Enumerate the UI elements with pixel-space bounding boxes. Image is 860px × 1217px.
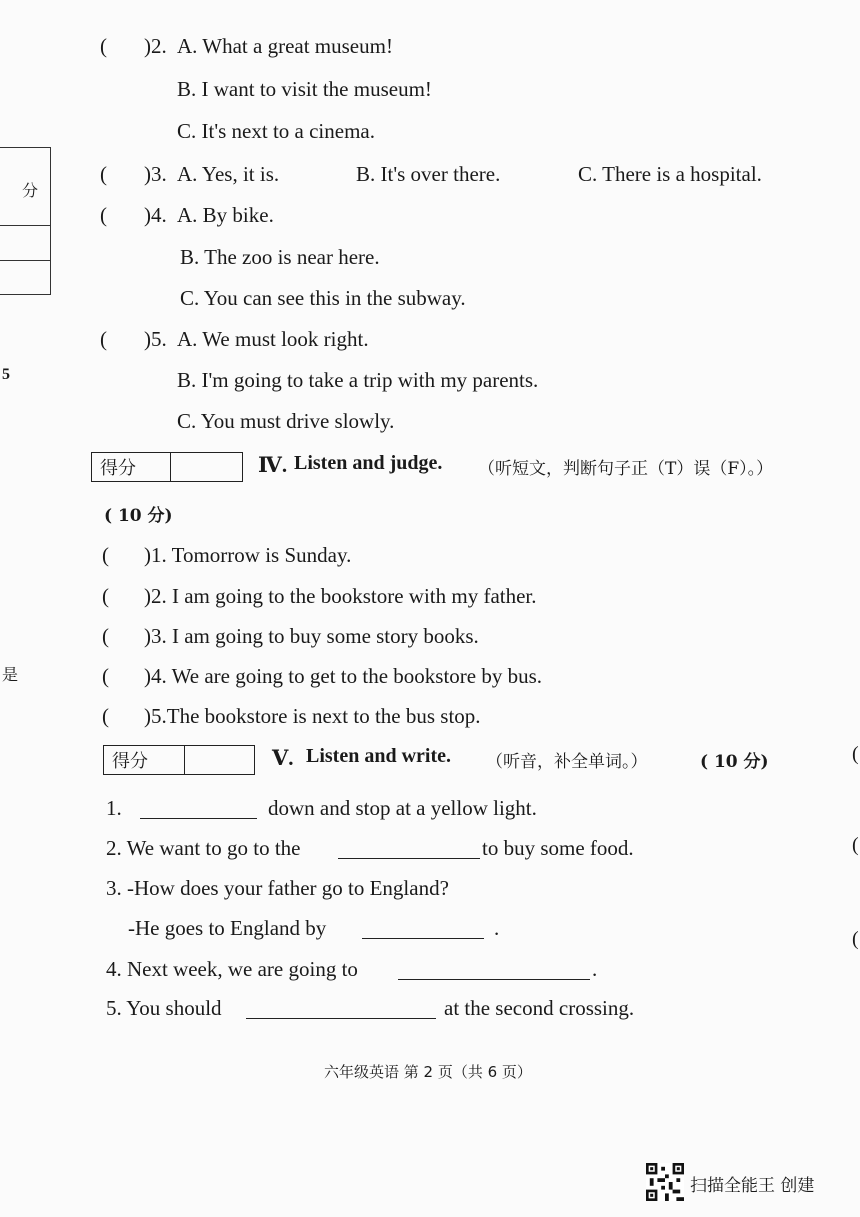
margin-five-label: 5 xyxy=(2,366,10,383)
divider xyxy=(0,260,50,261)
margin-paren: ( xyxy=(852,834,859,856)
option-b: B. The zoo is near here. xyxy=(180,245,380,269)
q1-text: down and stop at a yellow light. xyxy=(268,796,537,820)
answer-blank[interactable] xyxy=(246,1000,436,1019)
option-c: C. You can see this in the subway. xyxy=(180,286,466,310)
q2-text: 2. We want to go to the xyxy=(106,836,301,860)
answer-paren: ( xyxy=(102,543,109,567)
answer-paren: ( xyxy=(102,704,109,728)
option-b: B. I'm going to take a trip with my parents. xyxy=(177,368,539,392)
option-a: A. By bike. xyxy=(177,203,274,227)
score-entry xyxy=(171,453,242,481)
q3-end: . xyxy=(494,916,500,940)
qr-code-icon xyxy=(646,1163,684,1201)
left-margin-score-box xyxy=(0,147,51,295)
score-box xyxy=(91,452,243,482)
answer-paren: ( xyxy=(102,584,109,608)
section4-title: Listen and judge. xyxy=(294,452,443,474)
score-label: 得分 xyxy=(104,746,185,774)
q5-text-after: at the second crossing. xyxy=(444,996,635,1020)
section5-instruction: （听音，补全单词。） xyxy=(486,752,648,772)
divider xyxy=(0,225,50,226)
option-b: B. I want to visit the museum! xyxy=(177,77,432,101)
answer-paren: ( xyxy=(100,162,107,186)
judge-item: )3. I am going to buy some story books. xyxy=(144,624,479,648)
judge-item: )4. We are going to get to the bookstore by bus. xyxy=(144,664,543,688)
section5-title: Listen and write. xyxy=(306,745,451,767)
judge-item: )2. I am going to the bookstore with my father. xyxy=(144,584,537,608)
option-c: C. There is a hospital. xyxy=(578,162,762,186)
page-footer: 六年级英语 第 2 页（共 6 页） xyxy=(324,1063,532,1081)
option-c: C. You must drive slowly. xyxy=(177,409,395,433)
item-number: )4. xyxy=(144,203,167,227)
score-label: 得分 xyxy=(92,453,171,481)
item-number: )5. xyxy=(144,327,167,351)
option-a: A. We must look right. xyxy=(177,327,369,351)
answer-paren: ( xyxy=(100,203,107,227)
answer-paren: ( xyxy=(102,624,109,648)
option-a: A. What a great museum! xyxy=(177,34,393,58)
judge-item: )1. Tomorrow is Sunday. xyxy=(144,543,352,567)
section4-instruction: （听短文，判断句子正（T）误（F）。） xyxy=(478,459,774,479)
answer-paren: ( xyxy=(100,34,107,58)
q4-end: . xyxy=(592,957,598,981)
section4-points: ( 10 分) xyxy=(104,506,173,526)
answer-blank[interactable] xyxy=(338,840,480,859)
q3-line2: -He goes to England by xyxy=(128,916,327,940)
item-number: )2. xyxy=(144,34,167,58)
answer-blank[interactable] xyxy=(398,961,590,980)
margin-fen-label: 分 xyxy=(22,181,39,200)
section5-numeral: Ⅴ. xyxy=(272,746,294,770)
q3-line1: 3. -How does your father go to England? xyxy=(106,876,449,900)
section4-numeral: Ⅳ. xyxy=(258,453,288,477)
answer-blank[interactable] xyxy=(362,920,484,939)
answer-paren: ( xyxy=(102,664,109,688)
option-c: C. It's next to a cinema. xyxy=(177,119,375,143)
margin-shi-label: 是 xyxy=(2,665,19,684)
option-a: A. Yes, it is. xyxy=(177,162,280,186)
item-number: )3. xyxy=(144,162,167,186)
answer-paren: ( xyxy=(100,327,107,351)
section5-points: ( 10 分) xyxy=(700,752,769,772)
margin-paren: ( xyxy=(852,928,859,950)
score-entry xyxy=(185,746,254,774)
q2-text-after: to buy some food. xyxy=(482,836,634,860)
q5-text: 5. You should xyxy=(106,996,222,1020)
score-box xyxy=(103,745,255,775)
q4-text: 4. Next week, we are going to xyxy=(106,957,358,981)
margin-paren: ( xyxy=(852,743,859,765)
watermark-label: 扫描全能王 创建 xyxy=(690,1176,815,1196)
judge-item: )5.The bookstore is next to the bus stop. xyxy=(144,704,481,728)
option-b: B. It's over there. xyxy=(356,162,501,186)
answer-blank[interactable] xyxy=(140,800,257,819)
q1-number: 1. xyxy=(106,796,122,820)
